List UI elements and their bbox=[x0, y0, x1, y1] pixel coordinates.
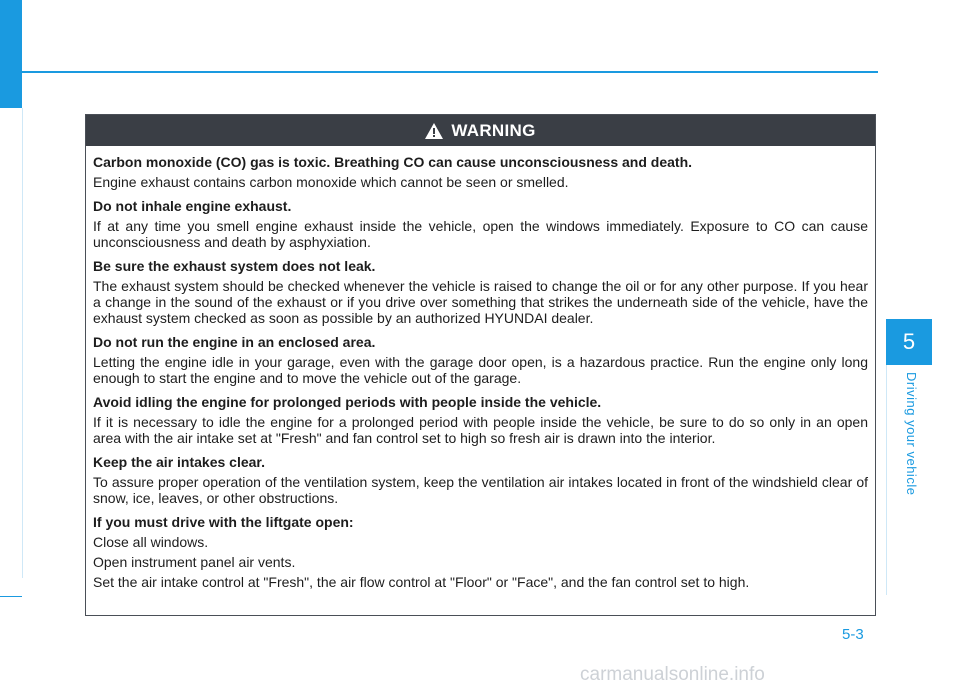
warning-box bbox=[85, 114, 876, 616]
item-heading: Be sure the exhaust system does not leak. bbox=[93, 258, 376, 274]
warning-header bbox=[86, 115, 875, 146]
watermark-text: carmanualsonline.info bbox=[580, 664, 765, 685]
liftgate-instructions bbox=[93, 514, 868, 590]
intro-heading: Carbon monoxide (CO) gas is toxic. Breathing CO can cause unconsciousness and death. bbox=[93, 154, 693, 170]
warning-title: WARNING bbox=[451, 120, 536, 140]
left-margin-line bbox=[0, 108, 23, 578]
top-rule bbox=[22, 71, 878, 73]
warning-intro bbox=[93, 154, 868, 190]
warning-item bbox=[93, 258, 868, 326]
liftgate-line: Open instrument panel air vents. bbox=[93, 554, 296, 570]
item-text: Letting the engine idle in your garage, even with the garage door open, is a hazardous practice. Run the engine only long enough to start the engine and to move the vehicle out of the garage. bbox=[93, 354, 868, 386]
item-heading: Avoid idling the engine for prolonged periods with people inside the vehicle. bbox=[93, 394, 602, 410]
liftgate-heading: If you must drive with the liftgate open: bbox=[93, 514, 354, 530]
item-text: If it is necessary to idle the engine for a prolonged period with people inside the vehicle, be sure to do so only in an open area with the air intake set at "Fresh" and fan control set to high so fresh air is drawn into the interior. bbox=[93, 414, 868, 446]
warning-triangle-icon bbox=[425, 123, 443, 139]
chapter-title: Driving your vehicle bbox=[904, 372, 919, 496]
left-bottom-rule bbox=[0, 596, 22, 597]
intro-text: Engine exhaust contains carbon monoxide which cannot be seen or smelled. bbox=[93, 174, 569, 190]
item-heading: Do not inhale engine exhaust. bbox=[93, 198, 292, 214]
warning-item bbox=[93, 394, 868, 446]
page-number: 5-3 bbox=[842, 626, 864, 643]
liftgate-line: Set the air intake control at "Fresh", the air flow control at "Floor" or "Face", and the fan control set to high. bbox=[93, 574, 750, 590]
item-text: To assure proper operation of the ventilation system, keep the ventilation air intakes located in front of the windshield clear of snow, ice, leaves, or other obstructions. bbox=[93, 474, 868, 506]
warning-body bbox=[86, 146, 875, 590]
chapter-number-tab: 5 bbox=[886, 319, 932, 365]
left-accent-bar bbox=[0, 0, 22, 108]
item-text: If at any time you smell engine exhaust inside the vehicle, open the windows immediately. Exposure to CO can cause unconsciousness and death by asphyxiation. bbox=[93, 218, 868, 250]
item-text: The exhaust system should be checked whenever the vehicle is raised to change the oil or for any other purpose. If you hear a change in the sound of the exhaust or if you drive over something that strikes the underneath side of the vehicle, have the exhaust system checked as soon as possible by an authorized HYUNDAI dealer. bbox=[93, 278, 868, 326]
warning-item bbox=[93, 198, 868, 250]
item-heading: Keep the air intakes clear. bbox=[93, 454, 265, 470]
warning-item bbox=[93, 334, 868, 386]
liftgate-line: Close all windows. bbox=[93, 534, 209, 550]
item-heading: Do not run the engine in an enclosed area. bbox=[93, 334, 376, 350]
warning-item bbox=[93, 454, 868, 506]
